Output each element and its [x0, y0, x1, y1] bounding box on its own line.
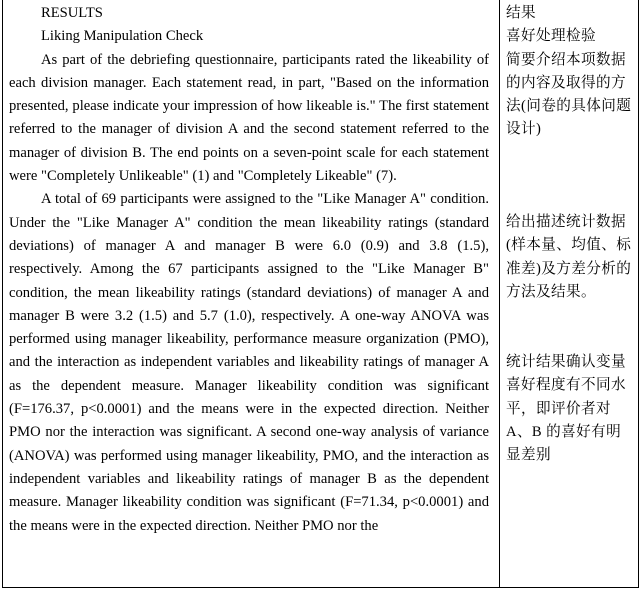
debriefing-paragraph: As part of the debriefing questionnaire, participants rated the likeability of each division manager. Each statement read, in part, "Based on the information presented, please indicate your impression of how likeable is." The first statement referred to the manager of division A and the second statement referred to the manager of division B. The end points on a seven-point scale for each statement were "Completely Unlikeable" (1) and "Completely Likeable" (7).	[9, 51, 489, 185]
note-liking-check-title: 喜好处理检验	[506, 28, 596, 45]
liking-manipulation-subheading: Liking Manipulation Check	[41, 28, 204, 45]
note-stat-confirmation-text: 统计结果确认变量喜好程度有不同水平，即评价者对 A、B 的喜好有明显差别	[506, 354, 626, 464]
anova-paragraph: A total of 69 participants were assigned to the "Like Manager A" condition. Under the "Like Manager A" condition the mean likeability ratings (standard deviations) of manager A and manager B were 6.0 (0.9) and 3.8 (1.5), respectively. Among the 67 participants assigned to the "Like Manager B" condition, the mean likeability ratings (standard deviations) of manager A and manager B were 3.2 (1.5) and 5.7 (1.0), respectively. A one-way ANOVA was performed using manager likeability, performance measure organization (PMO), and the interaction as independent variables and likeability ratings of manager A as the dependent measure. Manager likeability condition was significant (F=176.37, p<0.0001) and the means were in the expected direction. Neither PMO nor the interaction was significant. A second one-way analysis of variance (ANOVA) was performed using manager likeability, PMO, and the interaction as independent variables and likeability ratings of manager B as the dependent measure. Manager likeability condition was significant (F=71.34, p<0.0001) and the means were in the expected direction. Neither PMO nor the	[9, 191, 489, 534]
annotated-results-table	[2, 0, 639, 588]
note-results-method	[506, 2, 636, 142]
note-descriptive-stats	[506, 211, 636, 304]
column-divider	[499, 0, 500, 587]
note-descriptive-stats-text: 给出描述统计数据(样本量、均值、标准差)及方差分析的方法及结果。	[506, 214, 632, 300]
results-heading: RESULTS	[41, 5, 103, 21]
results-text-column	[9, 2, 489, 538]
note-results-title: 结果	[506, 5, 536, 21]
note-stat-confirmation	[506, 351, 636, 467]
note-data-description: 简要介绍本项数据的内容及取得的方法(问卷的具体问题设计)	[506, 51, 632, 138]
